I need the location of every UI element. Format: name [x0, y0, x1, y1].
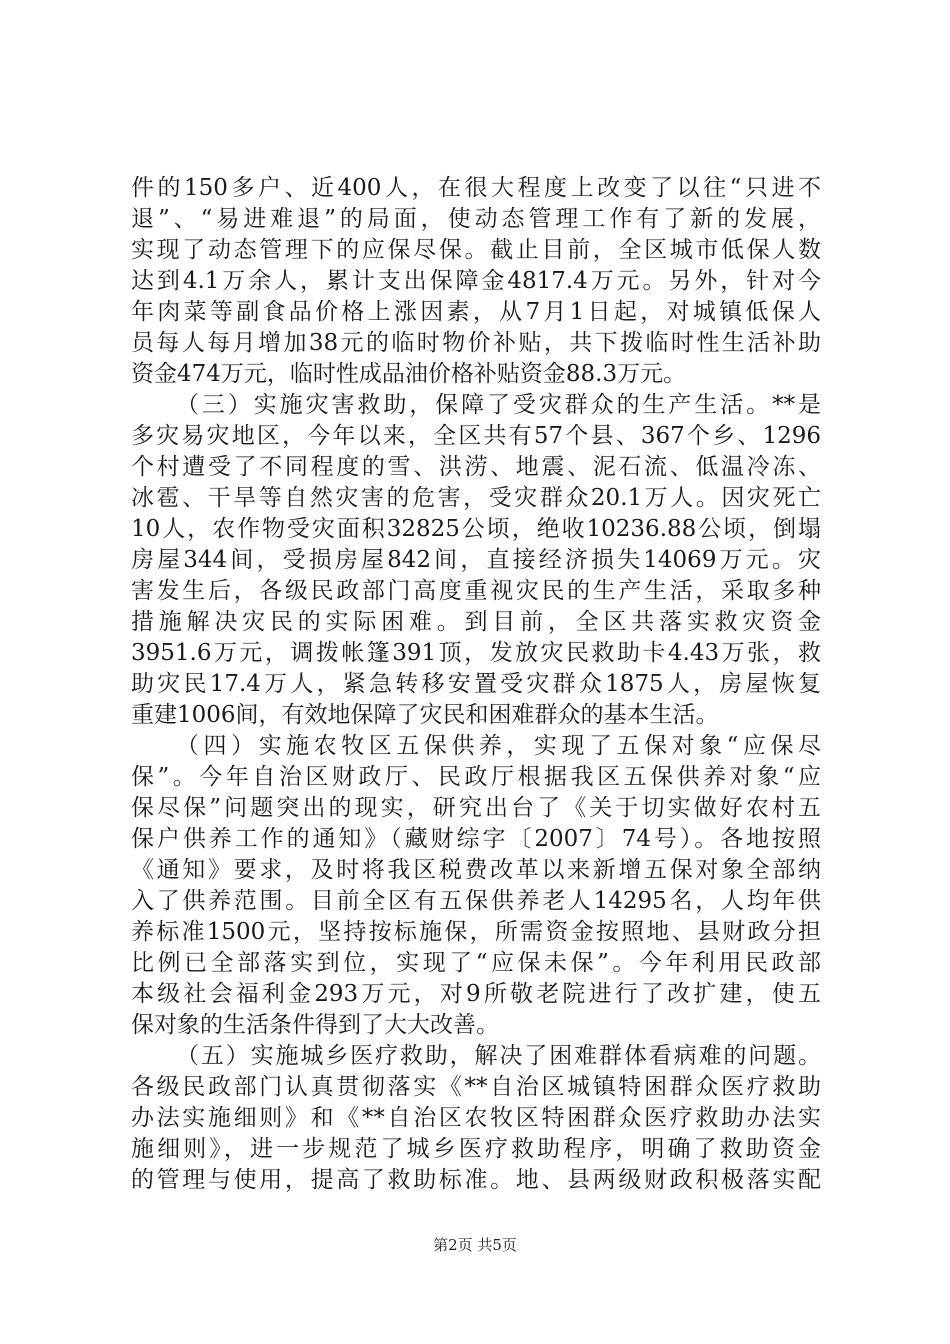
- section-heading-line: （五）实施城乡医疗救助，解决了困难群体看病难的问题。: [176, 1043, 821, 1069]
- body-text-line: 比例已全部落实到位，实现了“应保未保”。今年利用民政部: [131, 950, 821, 976]
- body-text-line: 年肉菜等副食品价格上涨因素，从7月1日起，对城镇低保人: [131, 299, 821, 325]
- body-text-line: 重建1006间，有效地保障了灾民和困难群众的基本生活。: [131, 702, 719, 728]
- body-text-line: 达到4.1万余人，累计支出保障金4817.4万元。另外，针对今: [131, 268, 821, 294]
- body-text-line: 保对象的生活条件得到了大大改善。: [131, 1012, 499, 1038]
- body-text-line: 房屋344间，受损房屋842间，直接经济损失14069万元。灾: [131, 547, 821, 573]
- body-text-line: 养标准1500元，坚持按标施保，所需资金按照地、县财政分担: [131, 919, 821, 945]
- body-text-line: 冰雹、干旱等自然灾害的危害，受灾群众20.1万人。因灾死亡: [131, 485, 821, 511]
- body-text-line: 助灾民17.4万人，紧急转移安置受灾群众1875人，房屋恢复: [131, 671, 821, 697]
- body-text-line: 10人，农作物受灾面积32825公顷，绝收10236.88公顷，倒塌: [131, 516, 821, 542]
- page-footer: 第2页 共5页: [433, 1236, 517, 1254]
- section-heading-line: （三）实施灾害救助，保障了受灾群众的生产生活。**是: [176, 392, 821, 418]
- body-text-line: 办法实施细则》和《**自治区农牧区特困群众医疗救助办法实: [131, 1105, 821, 1131]
- body-text-line: 资金474万元，临时性成品油价格补贴资金88.3万元。: [131, 361, 687, 387]
- body-text-line: 多灾易灾地区，今年以来，全区共有57个县、367个乡、1296: [131, 423, 821, 449]
- body-text-line: 保尽保”问题突出的现实，研究出台了《关于切实做好农村五: [131, 795, 821, 821]
- body-text-line: 措施解决灾民的实际困难。到目前，全区共落实救灾资金: [131, 609, 821, 635]
- body-text-line: 实现了动态管理下的应保尽保。截止目前，全区城市低保人数: [131, 237, 821, 263]
- section-heading-line: （四）实施农牧区五保供养，实现了五保对象“应保尽: [176, 733, 821, 759]
- body-text-line: 3951.6万元，调拨帐篷391顶，发放灾民救助卡4.43万张，救: [131, 640, 821, 666]
- body-text-line: 员每人每月增加38元的临时物价补贴，共下拨临时性生活补助: [131, 330, 821, 356]
- body-text-line: 《通知》要求，及时将我区税费改革以来新增五保对象全部纳: [131, 857, 821, 883]
- body-text-line: 各级民政部门认真贯彻落实《**自治区城镇特困群众医疗救助: [131, 1074, 821, 1100]
- body-text-line: 保户供养工作的通知》（藏财综字〔2007〕74号）。各地按照: [131, 826, 821, 852]
- body-text-line: 施细则》，进一步规范了城乡医疗救助程序，明确了救助资金: [131, 1136, 821, 1162]
- body-text-line: 保”。今年自治区财政厅、民政厅根据我区五保供养对象“应: [131, 764, 821, 790]
- body-text-line: 本级社会福利金293万元，对9所敬老院进行了改扩建，使五: [131, 981, 821, 1007]
- body-text-line: 的管理与使用，提高了救助标准。地、县两级财政积极落实配: [131, 1167, 821, 1193]
- body-text-line: 个村遭受了不同程度的雪、洪涝、地震、泥石流、低温冷冻、: [131, 454, 821, 480]
- body-text-line: 件的150多户、近400人，在很大程度上改变了以往“只进不: [131, 175, 821, 201]
- body-text-line: 害发生后，各级民政部门高度重视灾民的生产生活，采取多种: [131, 578, 821, 604]
- body-text-line: 退”、“易进难退”的局面，使动态管理工作有了新的发展，: [131, 206, 821, 232]
- body-text-line: 入了供养范围。目前全区有五保供养老人14295名，人均年供: [131, 888, 821, 914]
